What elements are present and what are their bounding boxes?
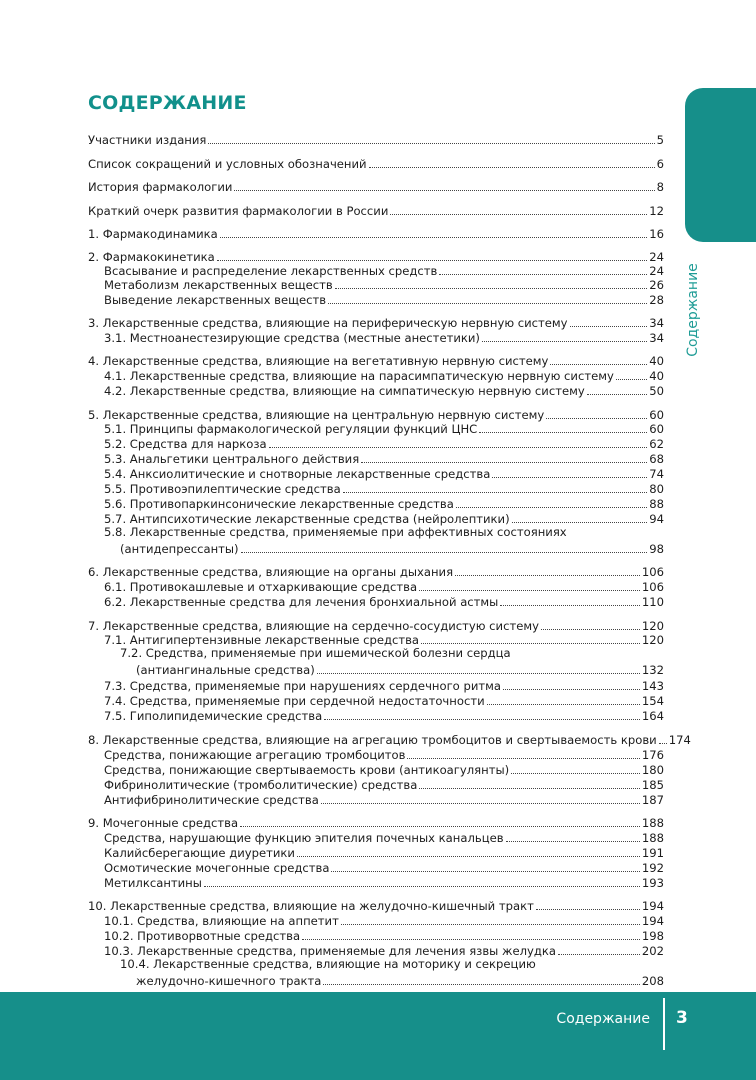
toc-entry-title: Метилксантины (104, 876, 202, 890)
toc-entry[interactable] (104, 746, 664, 762)
toc-entry-title: Калийсберегающие диуретики (104, 846, 295, 860)
toc-page-number: 192 (641, 861, 664, 875)
toc-entry[interactable] (104, 631, 664, 647)
toc-page-number: 68 (649, 452, 664, 466)
toc-entry[interactable] (104, 942, 664, 958)
toc-entry[interactable] (104, 480, 664, 496)
toc-entry[interactable] (120, 540, 664, 556)
dot-leader (302, 939, 640, 940)
toc-page-number: 106 (641, 580, 664, 594)
toc-entry[interactable] (136, 661, 664, 677)
toc-page-number: 194 (641, 899, 664, 913)
toc-entry-title: 5.1. Принципы фармакологической регуляции функций ЦНС (104, 422, 478, 436)
toc-page-number: 8 (656, 180, 664, 194)
toc-page-number: 164 (641, 709, 664, 723)
toc-entry[interactable] (104, 829, 664, 845)
dot-leader (407, 758, 639, 759)
toc-entry[interactable] (104, 844, 664, 860)
dot-leader (343, 492, 647, 493)
toc-page-number: 34 (649, 316, 664, 330)
toc-entry[interactable] (88, 225, 664, 241)
toc-page-number: 12 (649, 204, 664, 218)
dot-leader (335, 288, 648, 289)
toc-entry-title: Средства, понижающие агрегацию тромбоцитов (104, 748, 406, 762)
toc-page-number: 191 (641, 846, 664, 860)
toc-page-number: 60 (649, 422, 664, 436)
toc-entry[interactable] (104, 791, 664, 807)
toc-entry[interactable] (104, 692, 664, 708)
dot-leader (240, 826, 640, 827)
dot-leader (487, 704, 640, 705)
toc-entry-title: 7.4. Средства, применяемые при сердечной недостаточности (104, 694, 485, 708)
toc-page-number: 94 (649, 512, 664, 526)
toc-page-number: 187 (641, 793, 664, 807)
toc-entry-title: Краткий очерк развития фармакологии в России (88, 204, 389, 218)
dot-leader (217, 260, 647, 261)
toc-entry[interactable] (104, 593, 664, 609)
toc-page-number: 50 (649, 384, 664, 398)
toc-page-number: 80 (649, 482, 664, 496)
toc-entry[interactable] (88, 352, 664, 368)
toc-entry[interactable] (88, 814, 664, 830)
toc-entry[interactable] (104, 874, 664, 890)
toc-entry-title: Средства, нарушающие функцию эпителия почечных канальцев (104, 831, 504, 845)
toc-entry-title: 10.3. Лекарственные средства, применяемые для лечения язвы желудка (104, 944, 556, 958)
dot-leader (500, 605, 640, 606)
toc-page-number: 120 (641, 619, 664, 633)
toc-page-number: 202 (641, 944, 664, 958)
dot-leader (323, 984, 639, 985)
toc-entry-title-continuation: (антиангинальные средства) (136, 663, 315, 677)
toc-entry-title: 5.3. Анальгетики центрального действия (104, 452, 360, 466)
toc-entry[interactable] (88, 202, 664, 218)
dot-leader (234, 190, 654, 191)
toc-page-number: 188 (641, 831, 664, 845)
toc-entry[interactable] (104, 927, 664, 943)
dot-leader (546, 418, 647, 419)
toc-entry[interactable] (104, 761, 664, 777)
toc-entry[interactable] (104, 382, 664, 398)
page-footer (0, 992, 756, 1080)
toc-page-number: 194 (641, 914, 664, 928)
toc-entry[interactable] (88, 155, 664, 171)
dot-leader (421, 643, 640, 644)
toc-page-number: 174 (668, 733, 691, 747)
page-number: 3 (676, 1008, 688, 1028)
dot-leader (419, 590, 640, 591)
toc-page-number: 98 (649, 542, 664, 556)
toc-entry[interactable] (104, 291, 664, 307)
toc-entry-title: 1. Фармакодинамика (88, 227, 218, 241)
toc-entry[interactable] (104, 510, 664, 526)
dot-leader (321, 803, 640, 804)
dot-leader (369, 167, 655, 168)
toc-entry[interactable] (88, 897, 664, 913)
dot-leader (479, 432, 647, 433)
toc-entry-title: 7.3. Средства, применяемые при нарушениях сердечного ритма (104, 679, 501, 693)
toc-page-number: 24 (649, 250, 664, 264)
dot-leader (503, 689, 640, 690)
toc-page-number: 26 (649, 278, 664, 292)
dot-leader (536, 909, 640, 910)
toc-entry[interactable] (88, 178, 664, 194)
dot-leader (506, 841, 640, 842)
toc-page-number: 62 (649, 437, 664, 451)
dot-leader (241, 552, 648, 553)
dot-leader (587, 394, 648, 395)
dot-leader (492, 477, 647, 478)
toc-entry[interactable] (88, 314, 664, 330)
toc-entry[interactable] (88, 731, 691, 747)
toc-entry-title: 4.2. Лекарственные средства, влияющие на симпатическую нервную систему (104, 384, 585, 398)
toc-entry-title: Фибринолитические (тромболитические) средства (104, 778, 418, 792)
dot-leader (317, 673, 640, 674)
toc-entry-title: 6.2. Лекарственные средства для лечения бронхиальной астмы (104, 595, 499, 609)
dot-leader (558, 954, 640, 955)
toc-page-number: 120 (641, 633, 664, 647)
toc-page-number: 106 (641, 565, 664, 579)
toc-page-number: 176 (641, 748, 664, 762)
toc-page-number: 40 (649, 369, 664, 383)
toc-page-number: 110 (641, 595, 664, 609)
dot-leader (328, 303, 647, 304)
side-section-label-text: Содержание (685, 263, 701, 357)
toc-entry-title: Средства, понижающие свертываемость крови (антикоагулянты) (104, 763, 510, 777)
toc-entry-title: Участники издания (88, 133, 207, 147)
toc-entry-title: 10.2. Противорвотные средства (104, 929, 301, 943)
toc-entry-title: 10.4. Лекарственные средства, влияющие на моторику и секрецию (120, 957, 536, 971)
toc-entry-title: 8. Лекарственные средства, влияющие на агрегацию тромбоцитов и свертываемость крови (88, 733, 657, 747)
toc-entry-title: 9. Мочегонные средства (88, 816, 239, 830)
footer-section-label: Содержание (556, 1011, 650, 1027)
dot-leader (512, 522, 648, 523)
dot-leader (550, 364, 647, 365)
toc-page-number: 40 (649, 354, 664, 368)
toc-entry-title: Осмотические мочегонные средства (104, 861, 330, 875)
toc-entry-title: 2. Фармакокинетика (88, 250, 215, 264)
toc-entry-title: 5. Лекарственные средства, влияющие на центральную нервную систему (88, 408, 545, 422)
dot-leader (204, 886, 640, 887)
toc-entry[interactable] (88, 131, 664, 147)
toc-entry-title: Выведение лекарственных веществ (104, 293, 327, 307)
toc-entry-title: История фармакологии (88, 180, 233, 194)
toc-entry-title: 4.1. Лекарственные средства, влияющие на парасимпатическую нервную систему (104, 369, 614, 383)
toc-entry-title: 7. Лекарственные средства, влияющие на сердечно-сосудистую систему (88, 619, 539, 633)
dot-leader (390, 214, 647, 215)
toc-entry[interactable] (104, 776, 664, 792)
dot-leader (439, 274, 647, 275)
toc-entry[interactable] (104, 276, 664, 292)
toc-entry[interactable] (136, 972, 664, 988)
toc-entry[interactable] (104, 367, 664, 383)
dot-leader (361, 462, 647, 463)
toc-entry-title: 5.5. Противоэпилептические средства (104, 482, 341, 496)
toc-entry[interactable] (104, 450, 664, 466)
toc-page-number: 208 (641, 974, 664, 988)
toc-page-number: 88 (649, 497, 664, 511)
dot-leader (208, 143, 654, 144)
dot-leader (616, 379, 647, 380)
toc-page-number: 34 (649, 331, 664, 345)
toc-entry[interactable] (104, 329, 664, 345)
toc-entry[interactable] (104, 578, 664, 594)
toc-entry-title: 10.1. Средства, влияющие на аппетит (104, 914, 339, 928)
toc-entry-title: 5.8. Лекарственные средства, применяемые при аффективных состояниях (104, 525, 567, 539)
toc-page-number: 188 (641, 816, 664, 830)
toc-entry-title: 5.2. Средства для наркоза (104, 437, 267, 451)
toc-page-number: 180 (641, 763, 664, 777)
toc-page-number: 154 (641, 694, 664, 708)
toc-page-number: 28 (649, 293, 664, 307)
toc-entry-title: 7.2. Средства, применяемые при ишемической болезни сердца (120, 646, 511, 660)
toc-entry-title-continuation: (антидепрессанты) (120, 542, 239, 556)
toc-entry[interactable] (104, 912, 664, 928)
toc-entry-title: Всасывание и распределение лекарственных средств (104, 264, 438, 278)
toc-entry-title: Список сокращений и условных обозначений (88, 157, 367, 171)
toc-page-number: 6 (656, 157, 664, 171)
toc-entry-title: 7.5. Гиполипидемические средства (104, 709, 323, 723)
toc-page-number: 193 (641, 876, 664, 890)
footer-divider (663, 998, 665, 1050)
toc-entry-title: Антифибринолитические средства (104, 793, 319, 807)
dot-leader (455, 575, 640, 576)
toc-entry[interactable] (88, 563, 664, 579)
toc-entry[interactable] (104, 435, 664, 451)
dot-leader (419, 788, 640, 789)
toc-entry-title: 5.6. Противопаркинсонические лекарственные средства (104, 497, 454, 511)
toc-entry[interactable] (104, 859, 664, 875)
toc-entry[interactable] (104, 677, 664, 693)
toc-page-number: 143 (641, 679, 664, 693)
toc-page-number: 74 (649, 467, 664, 481)
toc-entry-title: 4. Лекарственные средства, влияющие на вегетативную нервную систему (88, 354, 549, 368)
toc-entry-title: 5.4. Анксиолитические и снотворные лекарственные средства (104, 467, 491, 481)
dot-leader (341, 924, 640, 925)
page-title: СОДЕРЖАНИЕ (88, 92, 247, 114)
toc-page-number: 24 (649, 264, 664, 278)
toc-entry[interactable] (104, 495, 664, 511)
dot-leader (570, 326, 648, 327)
toc-entry-title: 6.1. Противокашлевые и отхаркивающие средства (104, 580, 418, 594)
dot-leader (511, 773, 640, 774)
toc-page-number: 198 (641, 929, 664, 943)
toc-entry[interactable] (104, 465, 664, 481)
toc-entry-title-continuation: желудочно-кишечного тракта (136, 974, 322, 988)
toc-entry-title: 6. Лекарственные средства, влияющие на органы дыхания (88, 565, 454, 579)
toc-page-number: 60 (649, 408, 664, 422)
toc-page-number: 132 (641, 663, 664, 677)
toc-entry[interactable] (104, 420, 664, 436)
dot-leader (269, 447, 648, 448)
toc-entry-title: 3.1. Местноанестезирующие средства (местные анестетики) (104, 331, 480, 345)
toc-entry[interactable] (104, 707, 664, 723)
dot-leader (456, 507, 647, 508)
toc-entry-title: 5.7. Антипсихотические лекарственные средства (нейролептики) (104, 512, 510, 526)
dot-leader (220, 237, 647, 238)
toc-entry-title: Метаболизм лекарственных веществ (104, 278, 333, 292)
dot-leader (331, 871, 639, 872)
toc-entry-title: 7.1. Антигипертензивные лекарственные средства (104, 633, 420, 647)
toc-page-number: 5 (656, 133, 664, 147)
toc-page-number: 16 (649, 227, 664, 241)
toc-entry-title: 3. Лекарственные средства, влияющие на периферическую нервную систему (88, 316, 568, 330)
dot-leader (324, 719, 640, 720)
toc-page-number: 185 (641, 778, 664, 792)
dot-leader (482, 341, 647, 342)
toc-entry-title: 10. Лекарственные средства, влияющие на желудочно-кишечный тракт (88, 899, 534, 913)
dot-leader (541, 629, 640, 630)
dot-leader (297, 856, 640, 857)
dot-leader (659, 743, 667, 744)
